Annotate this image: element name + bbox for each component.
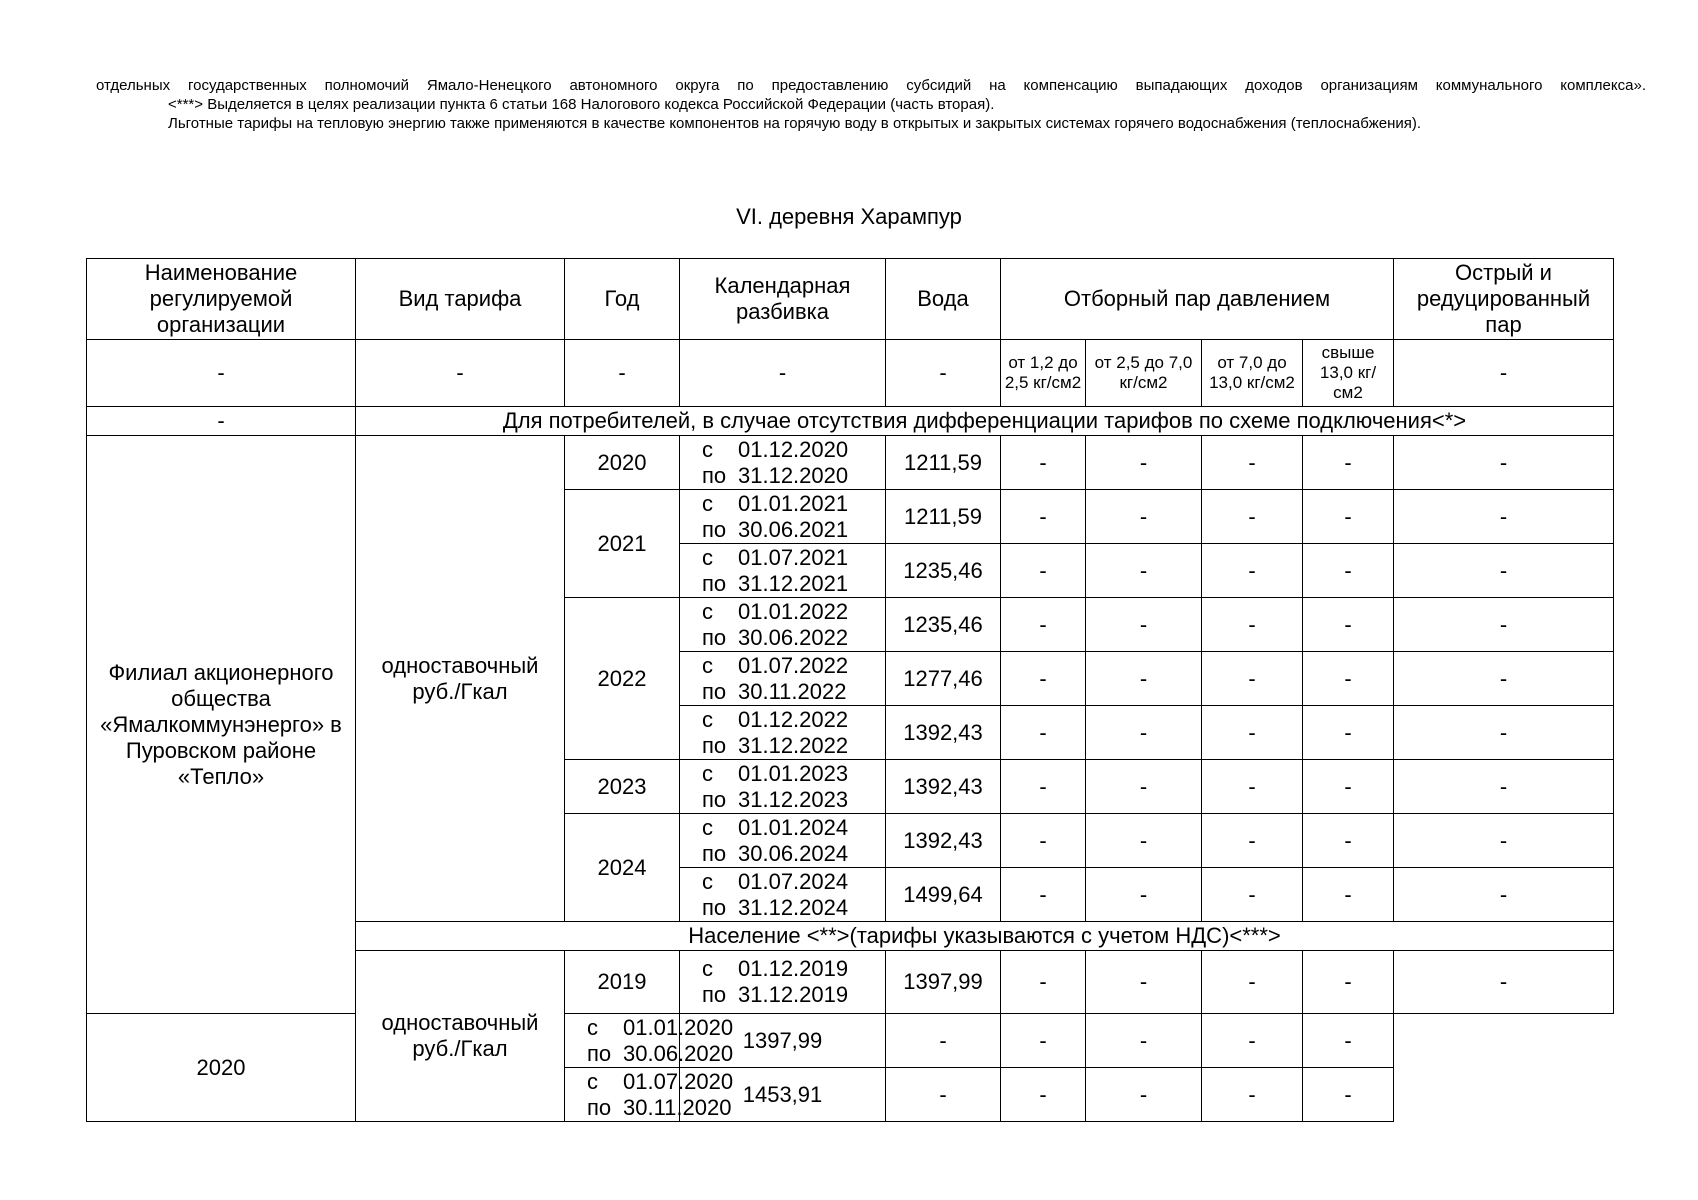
period-from-label: с — [702, 814, 713, 840]
value-dash: - — [1303, 598, 1394, 652]
subheader-dash: - — [87, 340, 356, 407]
value-dash: - — [1202, 951, 1303, 1014]
period-from — [702, 707, 882, 733]
subheader-dash: - — [1394, 340, 1614, 407]
footnotes — [96, 76, 1646, 133]
header-pressure-1: от 1,2 до 2,5 кг/см2 — [1001, 340, 1086, 407]
year-cell: 2022 — [565, 598, 680, 760]
period-to — [702, 895, 882, 921]
period-to-date: 30.11.2020 — [623, 1094, 732, 1120]
tariff-row — [87, 1014, 1614, 1068]
tariff-table — [86, 258, 1614, 1122]
value-dash: - — [1001, 436, 1086, 490]
period-to-label: по — [587, 1040, 612, 1066]
value-dash: - — [1394, 814, 1614, 868]
period-from-date: 01.12.2022 — [738, 706, 849, 732]
category-row — [87, 407, 1614, 436]
period-from — [702, 599, 882, 625]
value-dash: - — [1086, 1068, 1202, 1122]
period-cell — [680, 760, 886, 814]
header-org: Наименование регулируемой организации — [87, 259, 356, 340]
tariff-row — [87, 436, 1614, 490]
value-dash: - — [1303, 544, 1394, 598]
value-dash: - — [1202, 490, 1303, 544]
footnote-continuation: отдельных государственных полномочий Ямало-Ненецкого автономного округа по предоставлению субсидий на компенсацию выпадающих доходов организациям коммунального комплекса». — [96, 77, 1646, 94]
header-year: Год — [565, 259, 680, 340]
value-dash: - — [1303, 436, 1394, 490]
period-to-label: по — [702, 516, 727, 542]
water-price: 1499,64 — [886, 868, 1001, 922]
period-to — [587, 1094, 732, 1121]
period-to — [702, 733, 882, 759]
value-dash: - — [1394, 652, 1614, 706]
period-to-label: по — [702, 786, 727, 812]
subheader-row — [87, 340, 1614, 407]
period-cell — [680, 436, 886, 490]
water-price: 1392,43 — [886, 814, 1001, 868]
value-dash: - — [1001, 490, 1086, 544]
period-from-label: с — [702, 760, 713, 786]
value-dash: - — [1086, 868, 1202, 922]
period-from-label: с — [587, 1014, 598, 1040]
water-price: 1211,59 — [886, 490, 1001, 544]
water-price: 1453,91 — [680, 1068, 886, 1122]
value-dash: - — [1202, 814, 1303, 868]
period-cell — [565, 1068, 734, 1122]
value-dash: - — [1001, 868, 1086, 922]
period-from-date: 01.07.2024 — [738, 868, 849, 894]
subheader-dash: - — [565, 340, 680, 407]
organization-name: Филиал акционерного общества «Ямалкоммунэнерго» в Пуровском районе «Тепло» — [87, 436, 356, 1014]
year-cell: 2019 — [565, 951, 680, 1014]
value-dash: - — [1303, 490, 1394, 544]
value-dash: - — [1303, 652, 1394, 706]
header-tariff-type: Вид тарифа — [356, 259, 565, 340]
water-price: 1277,46 — [886, 652, 1001, 706]
year-cell: 2024 — [565, 814, 680, 922]
period-to-label: по — [702, 840, 727, 866]
value-dash: - — [1303, 1068, 1394, 1122]
period-to — [702, 841, 882, 867]
year-cell: 2021 — [565, 490, 680, 598]
value-dash: - — [1086, 814, 1202, 868]
period-from — [702, 491, 882, 517]
period-from-date: 01.07.2021 — [738, 544, 849, 570]
value-dash: - — [1086, 951, 1202, 1014]
period-to-date: 31.12.2019 — [738, 982, 849, 1007]
value-dash: - — [1086, 652, 1202, 706]
value-dash: - — [1001, 1068, 1086, 1122]
period-to-label: по — [702, 678, 727, 704]
value-dash: - — [1086, 598, 1202, 652]
water-price: 1211,59 — [886, 436, 1001, 490]
value-dash: - — [1394, 951, 1614, 1014]
period-cell — [680, 951, 886, 1014]
value-dash: - — [1086, 760, 1202, 814]
value-dash: - — [886, 1014, 1001, 1068]
value-dash: - — [1086, 544, 1202, 598]
period-to-label: по — [702, 894, 727, 920]
value-dash: - — [1001, 706, 1086, 760]
header-pressure-4: свыше 13,0 кг/см2 — [1303, 340, 1394, 407]
period-from — [702, 815, 882, 841]
value-dash: - — [1001, 652, 1086, 706]
period-from — [702, 437, 882, 463]
water-price: 1235,46 — [886, 598, 1001, 652]
period-cell — [680, 814, 886, 868]
value-dash: - — [1086, 490, 1202, 544]
header-pressure-3: от 7,0 до 13,0 кг/см2 — [1202, 340, 1303, 407]
period-cell — [680, 544, 886, 598]
period-cell — [680, 706, 886, 760]
period-from-date: 01.01.2023 — [738, 760, 849, 786]
period-cell — [680, 868, 886, 922]
value-dash: - — [1202, 598, 1303, 652]
value-dash: - — [1303, 1014, 1394, 1068]
year-cell: 2023 — [565, 760, 680, 814]
period-cell — [565, 1014, 734, 1068]
period-to-date: 30.06.2022 — [738, 624, 849, 650]
water-price: 1397,99 — [886, 951, 1001, 1014]
category-consumers: Для потребителей, в случае отсутствия дифференциации тарифов по схеме подключения<*> — [356, 407, 1614, 436]
period-from-label: с — [702, 490, 713, 516]
value-dash: - — [1303, 951, 1394, 1014]
value-dash: - — [1202, 760, 1303, 814]
period-cell — [680, 490, 886, 544]
period-to-date: 30.06.2021 — [738, 516, 849, 542]
value-dash: - — [1001, 951, 1086, 1014]
period-from — [702, 956, 882, 982]
value-dash: - — [1001, 1014, 1086, 1068]
header-steam: Отборный пар давлением — [1001, 259, 1394, 340]
water-price: 1235,46 — [886, 544, 1001, 598]
value-dash: - — [1086, 1014, 1202, 1068]
period-from-date: 01.12.2019 — [738, 956, 849, 981]
header-calendar: Календарная разбивка — [680, 259, 886, 340]
value-dash: - — [1001, 814, 1086, 868]
value-dash: - — [1202, 868, 1303, 922]
period-to-date: 31.12.2024 — [738, 894, 849, 920]
period-to — [702, 463, 882, 489]
period-from-label: с — [702, 706, 713, 732]
header-sharp-steam: Острый и редуцированный пар — [1394, 259, 1614, 340]
value-dash: - — [1303, 760, 1394, 814]
category-dash: - — [87, 407, 356, 436]
subheader-dash: - — [356, 340, 565, 407]
footnote-vat: <***> Выделяется в целях реализации пункта 6 статьи 168 Налогового кодекса Российской Федерации (часть вторая). — [168, 96, 995, 113]
value-dash: - — [1202, 1068, 1303, 1122]
period-from-label: с — [702, 652, 713, 678]
subheader-dash: - — [680, 340, 886, 407]
period-to — [702, 571, 882, 597]
period-to — [702, 517, 882, 543]
period-from — [702, 545, 882, 571]
period-to-label: по — [702, 624, 727, 650]
year-cell: 2020 — [87, 1014, 356, 1122]
period-from-date: 01.07.2022 — [738, 652, 849, 678]
period-to-date: 31.12.2022 — [738, 732, 849, 758]
period-from — [702, 761, 882, 787]
period-from-label: с — [702, 598, 713, 624]
header-pressure-2: от 2,5 до 7,0 кг/см2 — [1086, 340, 1202, 407]
period-from-label: с — [702, 956, 713, 981]
value-dash: - — [1202, 1014, 1303, 1068]
water-price: 1392,43 — [886, 760, 1001, 814]
period-to — [587, 1040, 734, 1067]
period-to-date: 31.12.2020 — [738, 462, 849, 488]
value-dash: - — [1303, 814, 1394, 868]
period-from — [587, 1068, 734, 1095]
period-cell — [680, 598, 886, 652]
value-dash: - — [1394, 706, 1614, 760]
period-to-label: по — [702, 462, 727, 488]
period-to-label: по — [702, 982, 727, 1007]
header-row — [87, 259, 1614, 340]
value-dash: - — [1394, 490, 1614, 544]
period-cell — [680, 652, 886, 706]
period-from-label: с — [702, 436, 713, 462]
value-dash: - — [1001, 598, 1086, 652]
period-to-date: 30.11.2022 — [738, 678, 847, 704]
category-population: Население <**>(тарифы указываются с учетом НДС)<***> — [356, 922, 1614, 951]
value-dash: - — [1001, 544, 1086, 598]
period-from — [702, 653, 882, 679]
period-from — [702, 869, 882, 895]
value-dash: - — [1202, 652, 1303, 706]
footnote-benefit: Льготные тарифы на тепловую энергию также применяются в качестве компонентов на горячую воду в открытых и закрытых системах горячего водоснабжения (теплоснабжения). — [168, 115, 1422, 132]
period-from-date: 01.01.2024 — [738, 814, 849, 840]
value-dash: - — [1202, 544, 1303, 598]
section-title: VI. деревня Харампур — [736, 204, 962, 229]
period-to — [702, 982, 882, 1008]
water-price: 1392,43 — [886, 706, 1001, 760]
period-from-date: 01.01.2021 — [738, 490, 849, 516]
value-dash: - — [1303, 868, 1394, 922]
year-cell: 2020 — [565, 436, 680, 490]
period-from-date: 01.07.2020 — [623, 1068, 734, 1094]
value-dash: - — [886, 1068, 1001, 1122]
period-to — [702, 625, 882, 651]
period-from-label: с — [587, 1068, 598, 1094]
value-dash: - — [1394, 760, 1614, 814]
period-from-label: с — [702, 544, 713, 570]
period-to — [702, 787, 882, 813]
header-water: Вода — [886, 259, 1001, 340]
tariff-type: одноставочный руб./Гкал — [356, 951, 565, 1122]
period-to-date: 31.12.2023 — [738, 786, 849, 812]
period-from-label: с — [702, 868, 713, 894]
period-from-date: 01.01.2020 — [623, 1014, 734, 1040]
period-to-date: 31.12.2021 — [738, 570, 849, 596]
period-to — [702, 679, 882, 705]
value-dash: - — [1086, 706, 1202, 760]
tariff-type: одноставочный руб./Гкал — [356, 436, 565, 922]
water-price: 1397,99 — [680, 1014, 886, 1068]
period-from-date: 01.12.2020 — [738, 436, 849, 462]
period-to-label: по — [702, 732, 727, 758]
period-to-date: 30.06.2024 — [738, 840, 849, 866]
value-dash: - — [1001, 760, 1086, 814]
period-from-date: 01.01.2022 — [738, 598, 849, 624]
value-dash: - — [1394, 598, 1614, 652]
value-dash: - — [1394, 436, 1614, 490]
value-dash: - — [1394, 544, 1614, 598]
value-dash: - — [1202, 706, 1303, 760]
period-to-date: 30.06.2020 — [623, 1040, 734, 1066]
period-to-label: по — [702, 570, 727, 596]
value-dash: - — [1303, 706, 1394, 760]
subheader-dash: - — [886, 340, 1001, 407]
value-dash: - — [1086, 436, 1202, 490]
value-dash: - — [1394, 868, 1614, 922]
period-to-label: по — [587, 1094, 612, 1120]
period-from — [587, 1014, 734, 1041]
value-dash: - — [1202, 436, 1303, 490]
